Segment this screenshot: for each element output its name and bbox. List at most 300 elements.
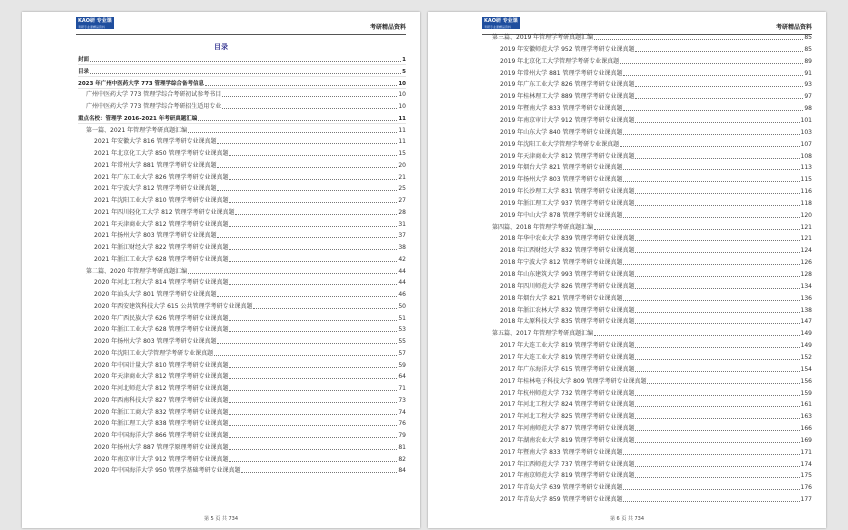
toc-entry-page: 152 [800,353,812,361]
toc-entry[interactable] [78,219,406,229]
toc-entry-page: 10 [398,80,406,87]
toc-entry-title: 2020 年河北工程大学 814 管理学考研专业课真题 [94,279,229,287]
toc-entry[interactable] [78,336,406,346]
toc-entry-page: 44 [398,279,406,287]
toc-entry-title: 2021 年天津商业大学 812 管理学考研专业课真题 [94,220,229,228]
dot-leader [635,158,799,159]
toc-entry-page: 46 [398,291,406,298]
toc-entry-page: 10 [398,103,406,110]
dot-leader [90,73,401,74]
toc-entry-page: 85 [804,34,812,41]
toc-entry[interactable] [78,407,406,417]
toc-entry-page: 84 [398,467,406,475]
toc-entry-title: 2017 年桂林电子科技大学 809 管理学考研专业课真题 [500,377,647,385]
toc-entry-page: 120 [800,211,812,219]
dot-leader [635,51,803,52]
toc-entry[interactable] [78,160,406,170]
dot-leader [235,214,397,215]
dot-leader [229,284,397,285]
toc-entry[interactable] [484,293,812,303]
toc-entry[interactable] [484,328,812,338]
dot-leader [229,155,397,156]
toc-entry-page: 91 [804,69,812,77]
toc-entry[interactable] [78,324,406,334]
toc-entry-title: 2021 年四川轻化工大学 812 管理学考研专业课真题 [94,208,235,216]
toc-entry-page: 159 [800,389,812,397]
toc-entry[interactable] [484,482,812,492]
toc-entry[interactable] [484,411,812,421]
dot-leader [229,425,397,426]
toc-entry-title: 2018 年江西财经大学 832 管理学考研专业课真题 [500,247,635,255]
toc-entry-title: 2020 年沈阳工业大学管理学考研专业课真题 [94,349,214,357]
toc-entry-title: 2017 年青岛大学 639 管理学考研专业课真题 [500,484,623,492]
toc-entry[interactable] [78,230,406,240]
dot-leader [623,300,799,301]
toc-entry[interactable] [484,174,812,184]
toc-entry[interactable] [484,79,812,89]
toc-entry-title: 2018 年浙江农林大学 832 管理学考研专业课真题 [500,306,635,314]
dot-leader [635,395,799,396]
toc-entry-title: 第二篇、2020 年管理学考研真题汇编 [86,267,188,275]
toc-entry-title: 2021 年广东工业大学 826 管理学考研专业课真题 [94,173,229,181]
toc-entry[interactable] [484,376,812,386]
toc-entry-title: 2019 年长沙理工大学 831 管理学考研专业课真题 [500,188,635,196]
toc-entry-page: 107 [800,140,812,148]
toc-entry-page: 5 [402,68,406,75]
toc-entry[interactable] [484,470,812,480]
dot-leader [620,63,803,64]
dot-leader [229,179,397,180]
page-footer: 第 6 页 共 734 [609,516,645,522]
toc-entry[interactable] [78,113,406,124]
toc-entry-title: 2020 年广西民族大学 626 管理学考研专业课真题 [94,314,229,322]
toc-entry-page: 10 [398,91,406,99]
toc-entry[interactable] [78,66,406,77]
toc-entry-page: 101 [800,116,812,124]
toc-entry-page: 169 [800,436,812,444]
toc-entry-page: 81 [398,443,406,451]
toc-entry[interactable] [78,277,406,287]
logo-subtext: 考研专业课精品资料 [78,25,106,29]
dot-leader [229,331,397,332]
toc-entry-page: 121 [800,223,812,231]
toc-entry-title: 封面 [78,57,90,63]
dot-leader [217,143,397,144]
dot-leader [594,335,799,336]
toc-entry-page: 11 [398,126,406,134]
toc-entry-page: 76 [398,420,406,428]
dot-leader [90,61,401,62]
toc-entry-title: 2021 年扬州大学 803 管理学考研专业课真题 [94,232,217,240]
toc-entry[interactable] [484,115,812,125]
toc-entry[interactable] [484,340,812,350]
toc-entry-title: 重点名校：管理学 2016-2021 年考研真题汇编 [78,115,198,122]
dot-leader [623,501,799,502]
toc-entry-page: 55 [398,338,406,345]
logo-text: KAO研 专业课 [78,18,112,24]
dot-leader [635,122,799,123]
dot-leader [217,190,397,191]
toc-entry-page: 64 [398,373,406,381]
dot-leader [229,249,397,250]
page-footer: 第 5 页 共 734 [203,516,239,522]
dot-leader [623,264,799,265]
toc-entry-title: 2019 年暨南大学 833 管理学考研专业课真题 [500,105,623,113]
toc-entry[interactable] [78,442,406,452]
dot-leader [229,390,397,391]
toc-entry-page: 147 [800,318,812,326]
toc-entry[interactable] [78,313,406,323]
toc-entry-title: 2021 年安徽大学 816 管理学考研专业课真题 [94,138,217,146]
dot-leader [635,193,799,194]
toc-entry-title: 2020 年南京审计大学 912 管理学考研专业课真题 [94,455,229,463]
toc-entry-title: 2021 年浙江工业大学 628 管理学考研专业课真题 [94,255,229,263]
toc-entry-page: 79 [398,432,406,439]
toc-entry-page: 44 [398,267,406,275]
toc-entry-title: 2017 年河北工程大学 825 管理学考研专业课真题 [500,413,635,421]
dot-leader [229,202,397,203]
toc-entry[interactable] [484,281,812,291]
toc-entry-page: 42 [398,255,406,263]
dot-leader [217,237,397,238]
dot-leader [635,430,799,431]
toc-entry[interactable] [484,352,812,362]
toc-entry-title: 2020 年中国计量大学 810 管理学考研专业课真题 [94,361,229,369]
dot-leader [205,85,397,86]
toc-entry-title: 2020 年西安建筑科技大学 615 公共管理学考研专业课真题 [94,302,253,310]
toc-entry[interactable] [78,289,406,299]
dot-leader [229,414,397,415]
dot-leader [188,273,397,274]
toc-entry[interactable] [78,383,406,393]
toc-entry-title: 2019 年南京审计大学 912 管理学考研专业课真题 [500,116,635,124]
toc-entry[interactable] [484,269,812,279]
toc-entry[interactable] [484,364,812,374]
toc-entry[interactable] [484,91,812,101]
toc-entry[interactable] [484,139,812,149]
toc-entry-title: 第四篇、2018 年管理学考研真题汇编 [492,223,594,231]
toc-entry[interactable] [78,371,406,381]
toc-entry-page: 31 [398,220,406,228]
toc-entry-page: 27 [398,197,406,204]
dot-leader [623,75,803,76]
dot-leader [635,371,799,372]
dot-leader [229,449,397,450]
toc-entry-title: 2021 年浙江财经大学 822 管理学考研专业课真题 [94,244,229,251]
dot-leader [620,146,799,147]
brand-logo [76,17,114,29]
toc-entry-page: 38 [398,244,406,251]
toc-entry-page: 53 [398,326,406,334]
toc-entry-title: 2019 年扬州大学 803 管理学考研专业课真题 [500,176,623,184]
toc-entry-page: 37 [398,232,406,240]
toc-entry[interactable] [484,32,812,42]
toc-entry-title: 2021 年沈阳工业大学 810 管理学考研专业课真题 [94,197,229,204]
toc-entry[interactable] [484,399,812,409]
toc-entry-page: 93 [804,81,812,89]
toc-entry-title: 2020 年西南科技大学 827 管理学考研专业课真题 [94,396,229,404]
dot-leader [217,296,397,297]
toc-entry-title: 2019 年浙江理工大学 937 管理学考研专业课真题 [500,199,635,207]
toc-entry-title: 2018 年华中农业大学 839 管理学考研专业课真题 [500,235,635,243]
toc-entry-title: 2017 年广东海洋大学 615 管理学考研专业课真题 [500,365,635,373]
dot-leader [217,167,397,168]
toc-entry[interactable] [78,136,406,146]
toc-entry-title: 2020 年浙江工商大学 832 管理学考研专业课真题 [94,408,229,416]
toc-entry[interactable] [484,56,812,66]
toc-entry-page: 121 [800,235,812,243]
toc-entry[interactable] [484,233,812,243]
dot-leader [623,217,799,218]
toc-entry[interactable] [484,68,812,78]
dot-leader [635,288,799,289]
dot-leader [229,320,397,321]
dot-leader [635,477,799,478]
toc-entry-page: 59 [398,361,406,369]
toc-entry[interactable] [484,494,812,504]
toc-entry[interactable] [484,103,812,113]
toc-title: 目录 [214,42,228,51]
toc-entry-title: 广州中医药大学 773 管理学综合考研初试参考书目 [86,91,222,99]
toc-entry-title: 2019 年北京化工大学管理学考研专业课真题 [500,57,620,65]
toc-entry-page: 156 [800,377,812,385]
toc-entry-page: 21 [398,173,406,181]
toc-entry-title: 第三篇、2019 年管理学考研真题汇编 [492,34,594,41]
toc-entry-title: 2017 年青岛大学 859 管理学考研专业课真题 [500,496,623,504]
dot-leader [222,108,397,109]
toc-entry[interactable] [78,430,406,440]
document-page-5 [22,12,420,528]
dot-leader [229,437,397,438]
toc-entry-page: 15 [398,150,406,157]
toc-entry[interactable] [78,266,406,276]
toc-entry[interactable] [78,89,406,99]
toc-entry-title: 2020 年中国海洋大学 866 管理学考研专业课真题 [94,432,229,439]
toc-entry[interactable] [78,207,406,217]
toc-entry[interactable] [78,360,406,370]
toc-entry[interactable] [484,162,812,172]
toc-entry[interactable] [484,186,812,196]
toc-entry-page: 98 [804,105,812,113]
dot-leader [635,359,799,360]
toc-entry-title: 第一篇、2021 年管理学考研真题汇编 [86,126,188,134]
toc-entry-title: 2017 年湖南农业大学 819 管理学考研专业课真题 [500,436,635,444]
toc-entry-page: 171 [800,448,812,456]
toc-entry-title: 2021 年宁波大学 812 管理学考研专业课真题 [94,185,217,193]
toc-entry-page: 85 [804,45,812,53]
toc-entry[interactable] [484,245,812,255]
toc-entry[interactable] [484,435,812,445]
toc-entry[interactable] [484,447,812,457]
dot-leader [229,461,397,462]
toc-entry-page: 103 [800,128,812,136]
toc-entry-title: 2017 年江西师范大学 737 管理学考研专业课真题 [500,460,635,468]
toc-entry-title: 2017 年暨南大学 833 管理学考研专业课真题 [500,448,623,456]
toc-entry[interactable] [78,454,406,464]
page-header [76,16,406,35]
toc-entry-title: 2023 年广州中医药大学 773 管理学综合备考信息 [78,80,205,87]
dot-leader [229,378,397,379]
toc-entry-page: 174 [800,460,812,468]
dot-leader [594,39,803,40]
dot-leader [635,466,799,467]
toc-entry-title: 2021 年北京化工大学 850 管理学考研专业课真题 [94,150,229,157]
dot-leader [188,132,397,133]
toc-entry[interactable] [78,183,406,193]
toc-entry-page: 118 [800,199,812,207]
toc-entry[interactable] [484,127,812,137]
dot-leader [635,240,799,241]
toc-entry-page: 166 [800,425,812,433]
dot-leader [253,308,397,309]
toc-entry-page: 74 [398,408,406,416]
toc-entry[interactable] [78,148,406,158]
toc-entry-page: 97 [804,93,812,101]
toc-entry-page: 113 [800,164,812,172]
toc-entry[interactable] [484,305,812,315]
toc-entry-title: 2020 年扬州大学 803 管理学考研专业课真题 [94,338,217,345]
toc-entry-page: 73 [398,396,406,404]
header-label: 考研精品资料 [369,24,406,31]
toc-entry-page: 71 [398,385,406,392]
dot-leader [229,261,397,262]
toc-entry-title: 2021 年常州大学 881 管理学考研专业课真题 [94,161,217,169]
toc-entry[interactable] [484,316,812,326]
toc-entry-title: 2018 年四川师范大学 826 管理学考研专业课真题 [500,282,635,290]
toc-entry-title: 目录 [78,68,90,75]
toc-entry[interactable] [78,195,406,205]
logo-text: KAO研 专业课 [484,18,518,24]
toc-entry[interactable] [484,459,812,469]
toc-entry-title: 2018 年太原科技大学 835 管理学考研专业课真题 [500,318,635,326]
toc-entry-title: 2017 年大连工业大学 819 管理学考研专业课真题 [500,353,635,361]
dot-leader [229,367,397,368]
dot-leader [635,86,803,87]
dot-leader [635,323,799,324]
dot-leader [217,343,397,344]
toc-entry-title: 2020 年天津商业大学 812 管理学考研专业课真题 [94,373,229,381]
toc-entry[interactable] [78,125,406,135]
toc-entry[interactable] [484,210,812,220]
dot-leader [635,205,799,206]
toc-entry-page: 154 [800,365,812,373]
dot-leader [623,169,799,170]
toc-entry[interactable] [78,465,406,475]
dot-leader [623,454,799,455]
toc-entry-title: 2019 年沈阳工业大学管理学考研专业课真题 [500,140,620,148]
toc-entry[interactable] [78,54,406,65]
toc-entry[interactable] [484,423,812,433]
toc-entry-title: 2018 年山东建筑大学 993 管理学考研专业课真题 [500,271,635,278]
toc-entry[interactable] [78,78,406,89]
toc-entry[interactable] [78,242,406,252]
toc-entry-page: 11 [398,138,406,146]
dot-leader [623,134,799,135]
toc-entry-title: 2017 年河南师范大学 877 管理学考研专业课真题 [500,425,635,433]
toc-entry-title: 第五篇、2017 年管理学考研真题汇编 [492,330,594,338]
toc-entry-title: 2019 年安徽师范大学 952 管理学考研专业课真题 [500,45,635,53]
toc-entry-page: 175 [800,472,812,480]
dot-leader [635,98,803,99]
toc-entry-title: 2020 年汕头大学 801 管理学考研专业课真题 [94,291,217,298]
dot-leader [635,276,799,277]
dot-leader [635,312,799,313]
toc-entry-page: 138 [800,306,812,314]
toc-entry-page: 177 [800,496,812,504]
dot-leader [635,442,799,443]
toc-entry[interactable] [484,222,812,232]
dot-leader [635,347,799,348]
toc-entry-page: 176 [800,484,812,492]
dot-leader [214,355,397,356]
toc-entry-page: 82 [398,455,406,463]
toc-entry-page: 149 [800,342,812,350]
toc-entry-title: 2020 年浙江工业大学 628 管理学考研专业课真题 [94,326,229,334]
dot-leader [229,402,397,403]
toc-entry[interactable] [484,257,812,267]
toc-entry-title: 广州中医药大学 773 管理学综合考研招生适用专业 [86,103,222,110]
toc-entry-title: 2017 年大连工业大学 819 管理学考研专业课真题 [500,342,635,350]
toc-entry-page: 126 [800,259,812,267]
toc-entry-title: 2017 年南京师范大学 819 管理学考研专业课真题 [500,472,635,480]
toc-entry-title: 2019 年桂林理工大学 889 管理学考研专业课真题 [500,93,635,101]
toc-entry-page: 161 [800,401,812,409]
toc-entry-page: 136 [800,294,812,302]
toc-entry-title: 2020 年扬州大学 887 管理学原理考研专业课真题 [94,443,229,451]
toc-entry[interactable] [484,44,812,54]
toc-entry[interactable] [78,172,406,182]
dot-leader [635,418,799,419]
toc-entry-title: 2020 年浙江理工大学 838 管理学考研专业课真题 [94,420,229,428]
toc-entry[interactable] [78,418,406,428]
toc-entry-title: 2017 年杭州师范大学 732 管理学考研专业课真题 [500,389,635,397]
toc-entry[interactable] [484,388,812,398]
toc-entry-page: 128 [800,271,812,278]
toc-entry-title: 2019 年天津商业大学 812 管理学考研专业课真题 [500,152,635,160]
toc-entry[interactable] [78,254,406,264]
toc-entry-title: 2020 年中国海洋大学 950 管理学基础考研专业课真题 [94,467,241,475]
toc-entry[interactable] [484,151,812,161]
toc-entry-page: 28 [398,208,406,216]
toc-entry[interactable] [78,395,406,405]
toc-entry-title: 2019 年常州大学 881 管理学考研专业课真题 [500,69,623,77]
toc-entry[interactable] [484,198,812,208]
toc-entry-page: 1 [402,57,406,63]
toc-entry-page: 51 [398,314,406,322]
dot-leader [229,226,397,227]
dot-leader [635,252,799,253]
toc-entry-title: 2017 年河北工程大学 824 管理学考研专业课真题 [500,401,635,409]
toc-entry-page: 25 [398,185,406,193]
toc-entry-page: 116 [800,188,812,196]
toc-entry-page: 134 [800,282,812,290]
toc-entry-page: 89 [804,57,812,65]
toc-entry-page: 124 [800,247,812,255]
dot-leader [241,472,397,473]
toc-entry[interactable] [78,348,406,358]
toc-entry[interactable] [78,101,406,111]
toc-entry-title: 2019 年中山大学 878 管理学考研专业课真题 [500,211,623,219]
toc-entry-title: 2019 年广东工业大学 826 管理学考研专业课真题 [500,81,635,89]
dot-leader [198,120,397,121]
toc-entry[interactable] [78,301,406,311]
dot-leader [647,383,799,384]
toc-entry-page: 163 [800,413,812,421]
toc-entry-page: 115 [800,176,812,184]
toc-entry-page: 149 [800,330,812,338]
toc-entry-title: 2019 年烟台大学 821 管理学考研专业课真题 [500,164,623,172]
logo-subtext: 考研专业课精品资料 [484,25,512,29]
